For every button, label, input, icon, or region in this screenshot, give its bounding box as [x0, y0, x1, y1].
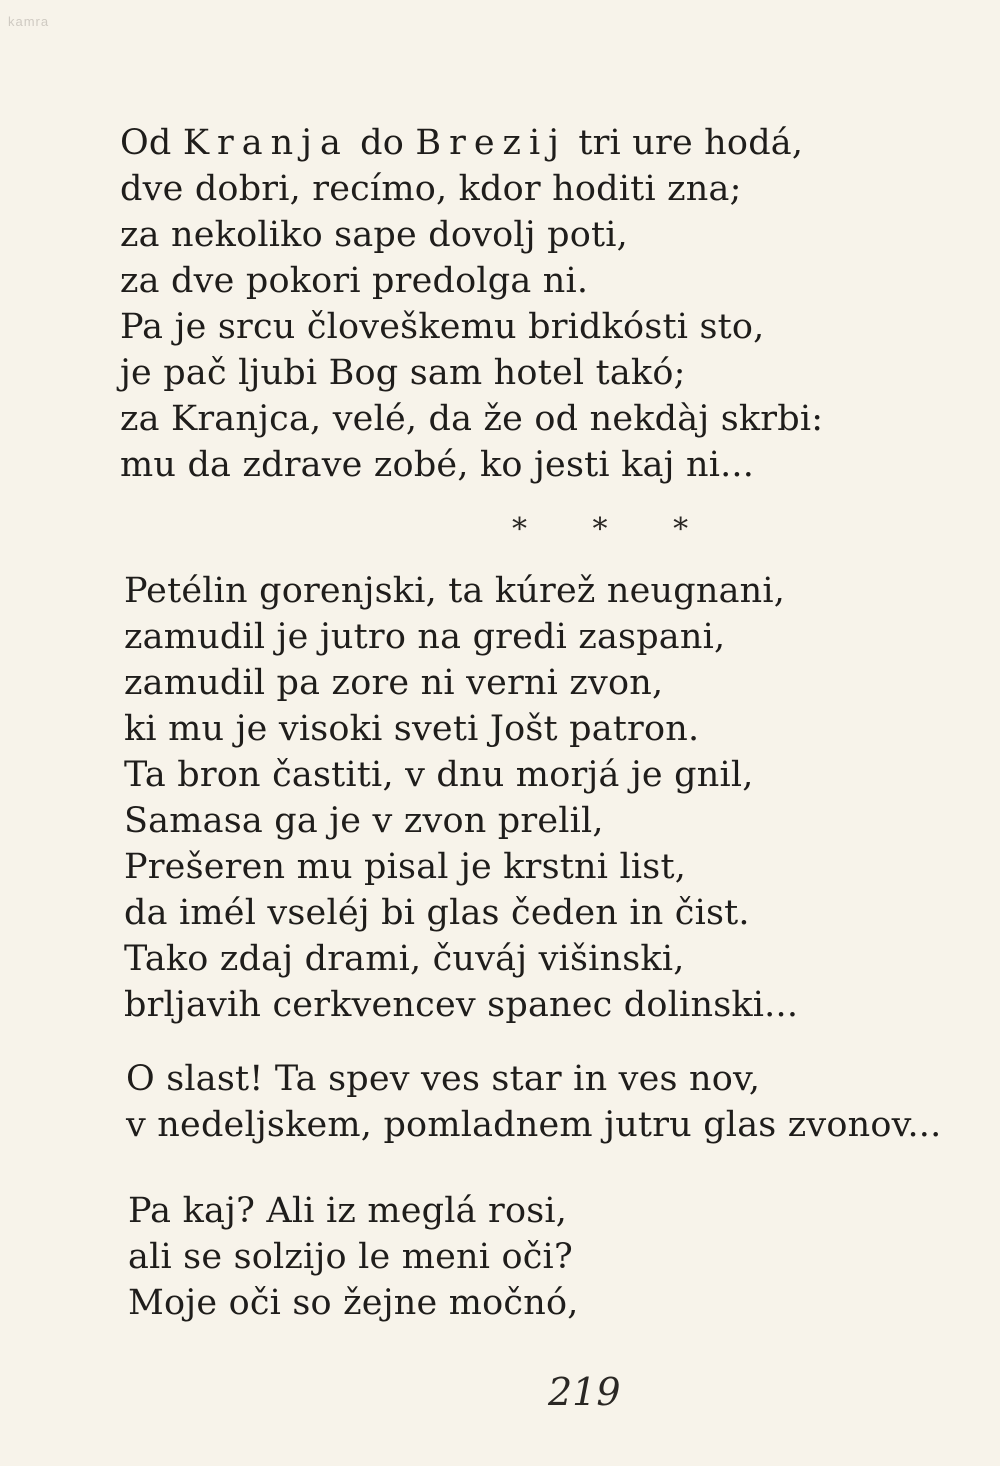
poem-line: v nedeljskem, pomladnem jutru glas zvonov...: [126, 1105, 942, 1145]
poem-line: da imél vseléj bi glas čeden in čist.: [124, 893, 750, 933]
section-separator: * * *: [512, 512, 717, 547]
poem-line: dve dobri, recímo, kdor hoditi zna;: [120, 169, 742, 209]
poem-line: Samasa ga je v zvon prelil,: [124, 801, 604, 841]
poem-line: Pa je srcu človeškemu bridkósti sto,: [120, 307, 765, 347]
poem-line: O slast! Ta spev ves star in ves nov,: [126, 1059, 761, 1099]
poem-line: Petélin gorenjski, ta kúrež neugnani,: [124, 571, 786, 611]
poem-line: za Kranjca, velé, da že od nekdàj skrbi:: [120, 399, 824, 439]
stanza-3: [126, 1056, 941, 1148]
poem-line: Ta bron častiti, v dnu morjá je gnil,: [124, 755, 754, 795]
watermark-logo: kamra: [8, 14, 50, 29]
poem-line: ali se solzijo le meni oči?: [128, 1237, 573, 1277]
poem-line: Prešeren mu pisal je krstni list,: [124, 847, 687, 887]
poem-line: brljavih cerkvencev spanec dolinski...: [124, 985, 799, 1025]
poem-line: za nekoliko sape dovolj poti,: [120, 215, 628, 255]
poem-line: mu da zdrave zobé, ko jesti kaj ni...: [120, 445, 755, 485]
poem-line: zamudil pa zore ni verni zvon,: [124, 663, 664, 703]
poem-line: Moje oči so žejne močnó,: [128, 1283, 579, 1323]
poem-line: Pa kaj? Ali iz meglá rosi,: [128, 1191, 568, 1231]
poem-line: Od Kranja do Brezij tri ure hodá,: [120, 123, 804, 163]
page-number: 219: [548, 1370, 621, 1414]
poem-line: Tako zdaj drami, čuváj višinski,: [124, 939, 685, 979]
stanza-1: [120, 120, 823, 488]
poem-line: zamudil je jutro na gredi zaspani,: [124, 617, 726, 657]
stanza-4: [128, 1188, 579, 1326]
poem-line: je pač ljubi Bog sam hotel takó;: [120, 353, 686, 393]
poem-line: ki mu je visoki sveti Jošt patron.: [124, 709, 700, 749]
stanza-2: [124, 568, 798, 1028]
poem-line: za dve pokori predolga ni.: [120, 261, 589, 301]
